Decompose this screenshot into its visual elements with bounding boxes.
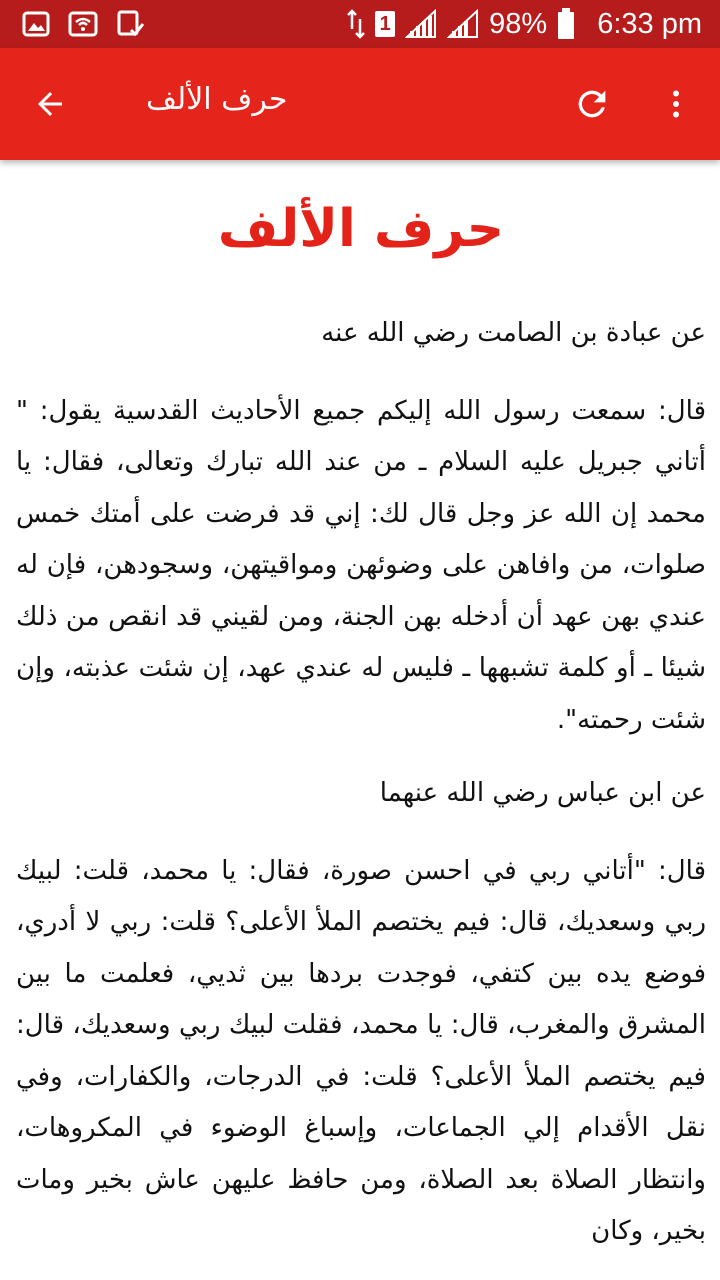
sim-badge-icon: 1 (375, 11, 395, 37)
more-vert-icon (658, 86, 694, 122)
hadith-narrator: عن عبادة بن الصامت رضي الله عنه (321, 318, 706, 348)
app-bar-title: حرف الألف (146, 82, 288, 117)
signal-icon (447, 9, 479, 39)
status-right-icons (347, 8, 702, 41)
back-button[interactable] (26, 80, 74, 128)
checklist-icon (116, 10, 146, 38)
gallery-icon (22, 11, 50, 37)
battery-icon (557, 8, 575, 40)
hadith-text: قال: "أتاني ربي في احسن صورة، فقال: يا محمد، قلت: لبيك ربي وسعديك، قال: فيم يختصم الملأ الأعلى؟ قلت: ربي لا أدري، فوضع يده بين كتفي، فوجدت بردها بين ثديي، فعلمت ما بين المشرق والمغرب، قال: يا محمد، فقلت لبيك ربي وسعديك، قال: فيم يختصم الملأ الأعلى؟ قلت: في الدرجات، والكفارات، وفي نقل الأقدام إلي الجماعات، وإسباغ الوضوء في المكروهات، وانتظار الصلاة بعد الصلاة، ومن حافظ عليهن عاش بخير ومات بخير، وكان (16, 855, 706, 1246)
status-bar (0, 0, 720, 48)
battery-percent: 98% (489, 7, 548, 40)
status-left-icons (22, 10, 146, 38)
hadith-narrator: عن ابن عباس رضي الله عنهما (379, 778, 706, 808)
refresh-button[interactable] (568, 80, 616, 128)
app-bar (0, 48, 720, 160)
hadith-text: قال: سمعت رسول الله إليكم جميع الأحاديث القدسية يقول: " أتاني جبريل عليه السلام ـ من عند الله تبارك وتعالى، فقال: يا محمد إن الله عز وجل قال لك: إني قد فرضت على أمتك خمس صلوات، من وافاهن على وضوئهن ومواقيتهن، وسجودهن، فإن له عندي بهن عهد أن أدخله بهن الجنة، ومن لقيني قد انقص من ذلك شيئا ـ أو كلمة تشبهها ـ فليس له عندي عهد، إن شئت عذبته، وإن شئت رحمته". (16, 395, 706, 735)
page-heading: حرف الألف (217, 199, 505, 259)
arrow-back-icon (32, 86, 68, 122)
content-scroll-area[interactable] (0, 160, 720, 1280)
refresh-icon (572, 84, 612, 124)
wifi-hotspot-icon (68, 11, 98, 37)
signal-icon (405, 9, 437, 39)
clock: 6:33 pm (597, 7, 702, 40)
data-arrows-icon (347, 9, 365, 39)
more-options-button[interactable] (652, 80, 700, 128)
